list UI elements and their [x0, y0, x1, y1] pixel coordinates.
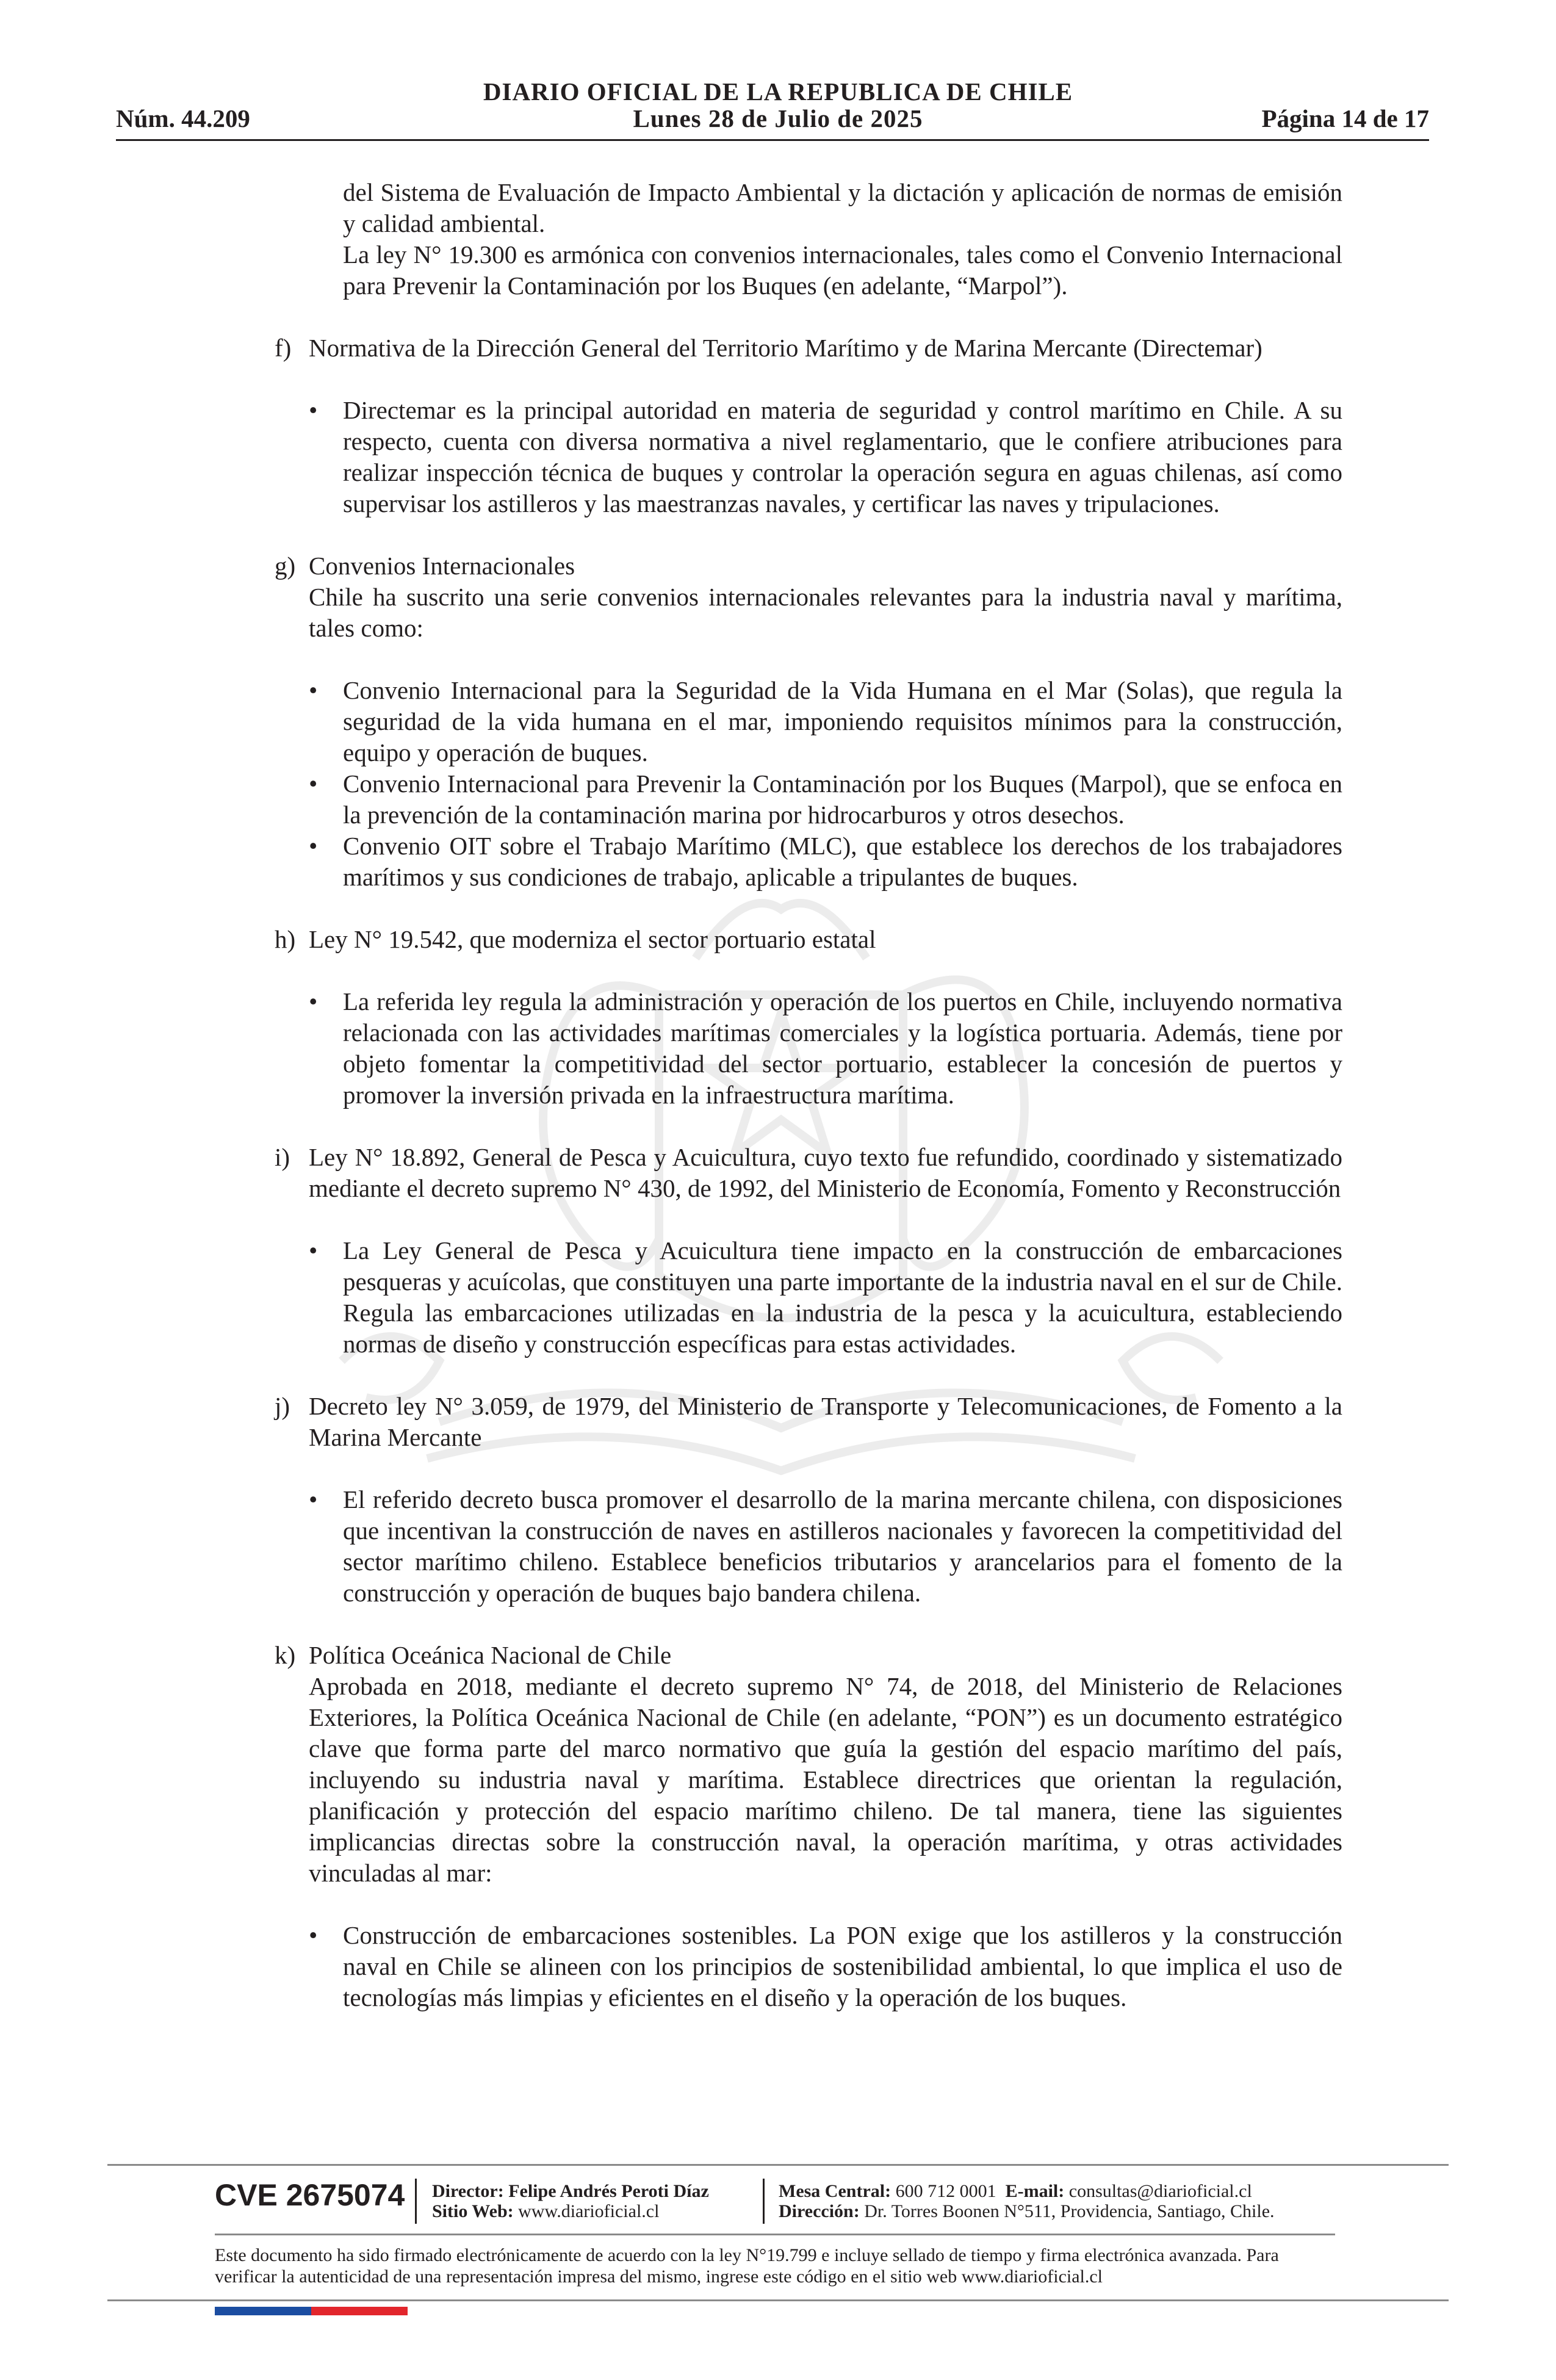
- bullet-icon: •: [309, 396, 318, 424]
- section-letter: f): [275, 334, 292, 362]
- newspaper-title: DIARIO OFICIAL DE LA REPUBLICA DE CHILE: [483, 78, 1073, 106]
- footer-divider-middle: [215, 2234, 1335, 2235]
- footer-contact-block: [779, 2181, 1275, 2221]
- flag-stripe-red: [311, 2307, 408, 2315]
- list-item: [275, 1484, 1342, 1609]
- section-k-heading: [275, 1640, 1342, 1671]
- list-item: [275, 768, 1342, 831]
- section-f-heading: [275, 333, 1342, 364]
- address-label: Dirección:: [779, 2201, 860, 2221]
- flag-stripe-blue: [215, 2307, 311, 2315]
- section-g-heading: [275, 550, 1342, 582]
- bullet-icon: •: [309, 1236, 318, 1264]
- paragraph: del Sistema de Evaluación de Impacto Ambiental y la dictación y aplicación de normas de emisión y calidad ambiental.: [343, 178, 1342, 237]
- website-link[interactable]: www.diarioficial.cl: [518, 2201, 660, 2221]
- section-j-heading: [275, 1391, 1342, 1453]
- bullet-icon: •: [309, 832, 318, 860]
- document-body: [275, 177, 1342, 2013]
- bullet-icon: •: [309, 770, 318, 798]
- section-i-heading: [275, 1142, 1342, 1204]
- director-label: Director:: [432, 2181, 504, 2201]
- address-value: Dr. Torres Boonen N°511, Providencia, Santiago, Chile.: [864, 2201, 1275, 2221]
- section-letter: h): [275, 925, 296, 953]
- list-item: [275, 986, 1342, 1111]
- bullet-icon: •: [309, 1485, 318, 1513]
- legal-notice: Este documento ha sido firmado electrónicamente de acuerdo con la ley N°19.799 e incluye sellado de tiempo y firma electrónica avanzada. Para verificar la autenticidad de una representación impresa del mismo, ingrese este código en el sitio web www.diarioficial.cl: [215, 2245, 1279, 2287]
- paragraph: La ley N° 19.300 es armónica con convenios internacionales, tales como el Convenio Internacional para Prevenir la Contaminación por los Buques (en adelante, “Marpol”).: [343, 240, 1342, 300]
- bullet-icon: •: [309, 987, 318, 1015]
- footer-divider-bottom: [107, 2299, 1449, 2301]
- section-h-heading: [275, 924, 1342, 955]
- section-letter: g): [275, 552, 296, 580]
- section-title: Ley N° 19.542, que moderniza el sector portuario estatal: [309, 925, 876, 953]
- section-letter: i): [275, 1143, 290, 1171]
- section-title: Ley N° 18.892, General de Pesca y Acuicultura, cuyo texto fue refundido, coordinado y sistematizado mediante el decreto supremo N° 430, de 1992, del Ministerio de Economía, Fomento y Reconstrucción: [309, 1143, 1342, 1202]
- section-title: Decreto ley N° 3.059, de 1979, del Ministerio de Transporte y Telecomunicaciones, de Fomento a la Marina Mercante: [309, 1392, 1342, 1451]
- footer-separator: [415, 2179, 417, 2224]
- list-item-text: Convenio Internacional para la Seguridad de la Vida Humana en el Mar (Solas), que regula la seguridad de la vida humana en el mar, imponiendo requisitos mínimos para la construcción, equipo y operación de buques.: [343, 676, 1342, 766]
- section-title: Política Oceánica Nacional de Chile: [309, 1641, 672, 1669]
- phone-label: Mesa Central:: [779, 2181, 891, 2201]
- list-item: [275, 1235, 1342, 1360]
- phone-value: 600 712 0001: [895, 2181, 996, 2201]
- list-item: [275, 1920, 1342, 2013]
- bullet-icon: •: [309, 676, 318, 704]
- section-title: Normativa de la Dirección General del Territorio Marítimo y de Marina Mercante (Directemar): [309, 334, 1262, 362]
- list-item-text: El referido decreto busca promover el desarrollo de la marina mercante chilena, con disposiciones que incentivan la construcción de naves en astilleros nacionales y favorecen la competitividad del sector marítimo chileno. Establece beneficios tributarios y arancelarios para el fomento de la construcción y operación de buques bajo bandera chilena.: [343, 1485, 1342, 1607]
- director-name: Felipe Andrés Peroti Díaz: [508, 2181, 709, 2201]
- paragraph: Chile ha suscrito una serie convenios internacionales relevantes para la industria naval y marítima, tales como:: [309, 583, 1342, 642]
- list-item: [275, 675, 1342, 768]
- list-item: [275, 395, 1342, 519]
- email-label: E-mail:: [1005, 2181, 1065, 2201]
- footer-director-block: [432, 2181, 709, 2221]
- list-item-text: La Ley General de Pesca y Acuicultura tiene impacto en la construcción de embarcaciones pesqueras y acuícolas, que constituyen una parte importante de la industria naval en el sur de Chile. Regula las embarcaciones utilizadas en la industria de la pesca y la acuicultura, estableciendo normas de diseño y construcción específicas para estas actividades.: [343, 1236, 1342, 1358]
- page-header: [0, 0, 1556, 146]
- list-item-text: Convenio Internacional para Prevenir la Contaminación por los Buques (Marpol), que se enfoca en la prevención de la contaminación marina por hidrocarburos y otros desechos.: [343, 770, 1342, 829]
- footer-separator: [763, 2179, 765, 2224]
- list-item-text: Construcción de embarcaciones sostenibles. La PON exige que los astilleros y la construcción naval en Chile se alineen con los principios de sostenibilidad ambiental, lo que implica el uso de tecnologías más limpias y eficientes en el diseño y la operación de los buques.: [343, 1921, 1342, 2011]
- cve-code: CVE 2675074: [215, 2178, 405, 2212]
- list-item-text: Directemar es la principal autoridad en materia de seguridad y control marítimo en Chile. A su respecto, cuenta con diversa normativa a nivel reglamentario, que le confiere atribuciones para realizar inspección técnica de buques y controlar la operación segura en aguas chilenas, así como supervisar los astilleros y las maestranzas navales, y certificar las naves y tripulaciones.: [343, 396, 1342, 517]
- section-letter: j): [275, 1392, 290, 1420]
- footer-divider-top: [107, 2164, 1449, 2166]
- list-item-text: Convenio OIT sobre el Trabajo Marítimo (MLC), que establece los derechos de los trabajadores marítimos y sus condiciones de trabajo, aplicable a tripulantes de buques.: [343, 832, 1342, 891]
- web-label: Sitio Web:: [432, 2201, 514, 2221]
- issue-number: Núm. 44.209: [116, 104, 250, 132]
- section-title: Convenios Internacionales: [309, 552, 575, 580]
- bullet-icon: •: [309, 1921, 318, 1949]
- email-link[interactable]: consultas@diarioficial.cl: [1068, 2181, 1252, 2201]
- header-divider: [116, 139, 1429, 141]
- list-item-text: La referida ley regula la administración y operación de los puertos en Chile, incluyendo normativa relacionada con las actividades marítimas comerciales y la logística portuaria. Además, tiene por objeto fomentar la competitividad del sector portuario, establecer la concesión de puertos y promover la inversión privada en la infraestructura marítima.: [343, 987, 1342, 1109]
- issue-date: Lunes 28 de Julio de 2025: [633, 104, 923, 132]
- list-item: [275, 831, 1342, 893]
- section-letter: k): [275, 1641, 296, 1669]
- paragraph: Aprobada en 2018, mediante el decreto supremo N° 74, de 2018, del Ministerio de Relaciones Exteriores, la Política Oceánica Nacional de Chile (en adelante, “PON”) es un documento estratégico clave que forma parte del marco normativo que guía la gestión del espacio marítimo del país, incluyendo su industria naval y marítima. Establece directrices que orientan la regulación, planificación y protección del espacio marítimo chileno. De tal manera, tiene las siguientes implicancias directas sobre la construcción naval, la operación marítima, y otras actividades vinculadas al mar:: [309, 1672, 1342, 1887]
- page-number: Página 14 de 17: [1261, 104, 1429, 132]
